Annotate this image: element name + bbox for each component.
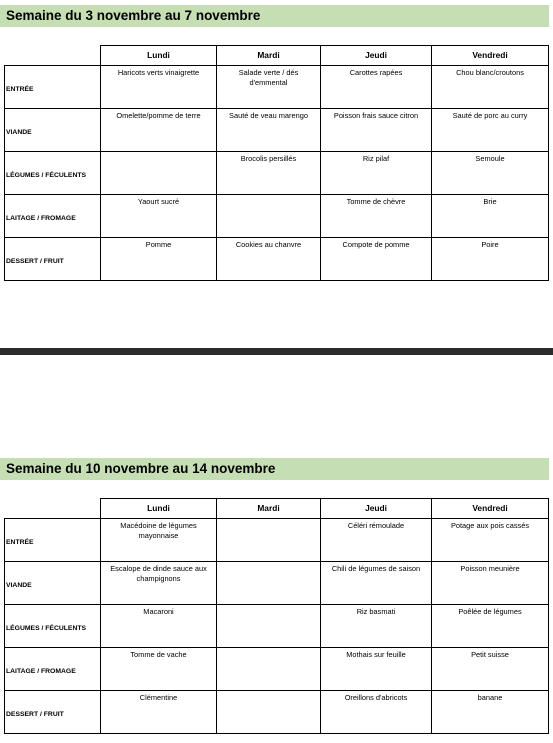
menu-cell: Yaourt sucré — [101, 195, 217, 238]
menu-cell — [217, 691, 321, 734]
menu-cell: Macaroni — [101, 605, 217, 648]
table-row — [5, 562, 549, 605]
menu-cell: Potage aux pois cassés — [432, 519, 549, 562]
menu-cell: Petit suisse — [432, 648, 549, 691]
menu-table — [4, 45, 549, 281]
menu-cell: Salade verte / dés d'emmental — [217, 66, 321, 109]
row-label-viande: VIANDE — [5, 109, 101, 152]
column-header-lundi: Lundi — [101, 499, 217, 519]
table-row — [5, 519, 549, 562]
table-row — [5, 691, 549, 734]
menu-cell: Sauté de porc au curry — [432, 109, 549, 152]
row-label-legumes-feculents: LÉGUMES / FÉCULENTS — [5, 605, 101, 648]
table-row — [5, 195, 549, 238]
week-section-2 — [0, 458, 553, 718]
menu-cell: Clémentine — [101, 691, 217, 734]
menu-cell: Mothais sur feuille — [321, 648, 432, 691]
column-header-mardi: Mardi — [217, 499, 321, 519]
row-label-laitage-fromage: LAITAGE / FROMAGE — [5, 195, 101, 238]
menu-cell: Omelette/pomme de terre — [101, 109, 217, 152]
menu-cell: Brie — [432, 195, 549, 238]
menu-table — [4, 498, 549, 734]
menu-cell: Riz pilaf — [321, 152, 432, 195]
column-header-vendredi: Vendredi — [432, 46, 549, 66]
column-header-vendredi: Vendredi — [432, 499, 549, 519]
table-corner — [5, 46, 101, 66]
menu-cell: Sauté de veau marengo — [217, 109, 321, 152]
menu-cell: Poêlée de légumes — [432, 605, 549, 648]
menu-cell: Poisson frais sauce citron — [321, 109, 432, 152]
table-corner — [5, 499, 101, 519]
menu-cell: banane — [432, 691, 549, 734]
menu-cell — [101, 152, 217, 195]
row-label-entree: ENTRÉE — [5, 66, 101, 109]
week-title: Semaine du 10 novembre au 14 novembre — [0, 458, 549, 480]
menu-cell — [217, 195, 321, 238]
menu-cell — [217, 605, 321, 648]
table-row — [5, 109, 549, 152]
menu-cell — [217, 648, 321, 691]
column-header-mardi: Mardi — [217, 46, 321, 66]
menu-cell: Semoule — [432, 152, 549, 195]
menu-cell — [217, 562, 321, 605]
table-row — [5, 66, 549, 109]
row-label-viande: VIANDE — [5, 562, 101, 605]
menu-cell: Haricots verts vinaigrette — [101, 66, 217, 109]
menu-cell: Poisson meunière — [432, 562, 549, 605]
menu-cell: Chou blanc/croutons — [432, 66, 549, 109]
column-header-jeudi: Jeudi — [321, 499, 432, 519]
menu-cell: Tomme de vache — [101, 648, 217, 691]
table-row — [5, 238, 549, 281]
menu-cell: Brocolis persillés — [217, 152, 321, 195]
row-label-entree: ENTRÉE — [5, 519, 101, 562]
row-label-dessert-fruit: DESSERT / FRUIT — [5, 691, 101, 734]
week-section-1 — [0, 5, 553, 265]
menu-cell: Oreillons d'abricots — [321, 691, 432, 734]
menu-cell: Carottes rapées — [321, 66, 432, 109]
table-row — [5, 605, 549, 648]
menu-cell: Compote de pomme — [321, 238, 432, 281]
menu-cell: Pomme — [101, 238, 217, 281]
column-header-lundi: Lundi — [101, 46, 217, 66]
table-row — [5, 152, 549, 195]
menu-cell: Poire — [432, 238, 549, 281]
column-header-jeudi: Jeudi — [321, 46, 432, 66]
menu-cell: Escalope de dinde sauce aux champignons — [101, 562, 217, 605]
table-row — [5, 648, 549, 691]
row-label-legumes-feculents: LÉGUMES / FÉCULENTS — [5, 152, 101, 195]
row-label-dessert-fruit: DESSERT / FRUIT — [5, 238, 101, 281]
menu-cell — [217, 519, 321, 562]
week-title: Semaine du 3 novembre au 7 novembre — [0, 5, 549, 27]
menu-cell: Cookies au chanvre — [217, 238, 321, 281]
menu-cell: Macédoine de légumes mayonnaise — [101, 519, 217, 562]
menu-cell: Chili de légumes de saison — [321, 562, 432, 605]
page-divider — [0, 348, 553, 355]
menu-cell: Tomme de chèvre — [321, 195, 432, 238]
menu-cell: Riz basmati — [321, 605, 432, 648]
menu-cell: Céléri rémoulade — [321, 519, 432, 562]
row-label-laitage-fromage: LAITAGE / FROMAGE — [5, 648, 101, 691]
